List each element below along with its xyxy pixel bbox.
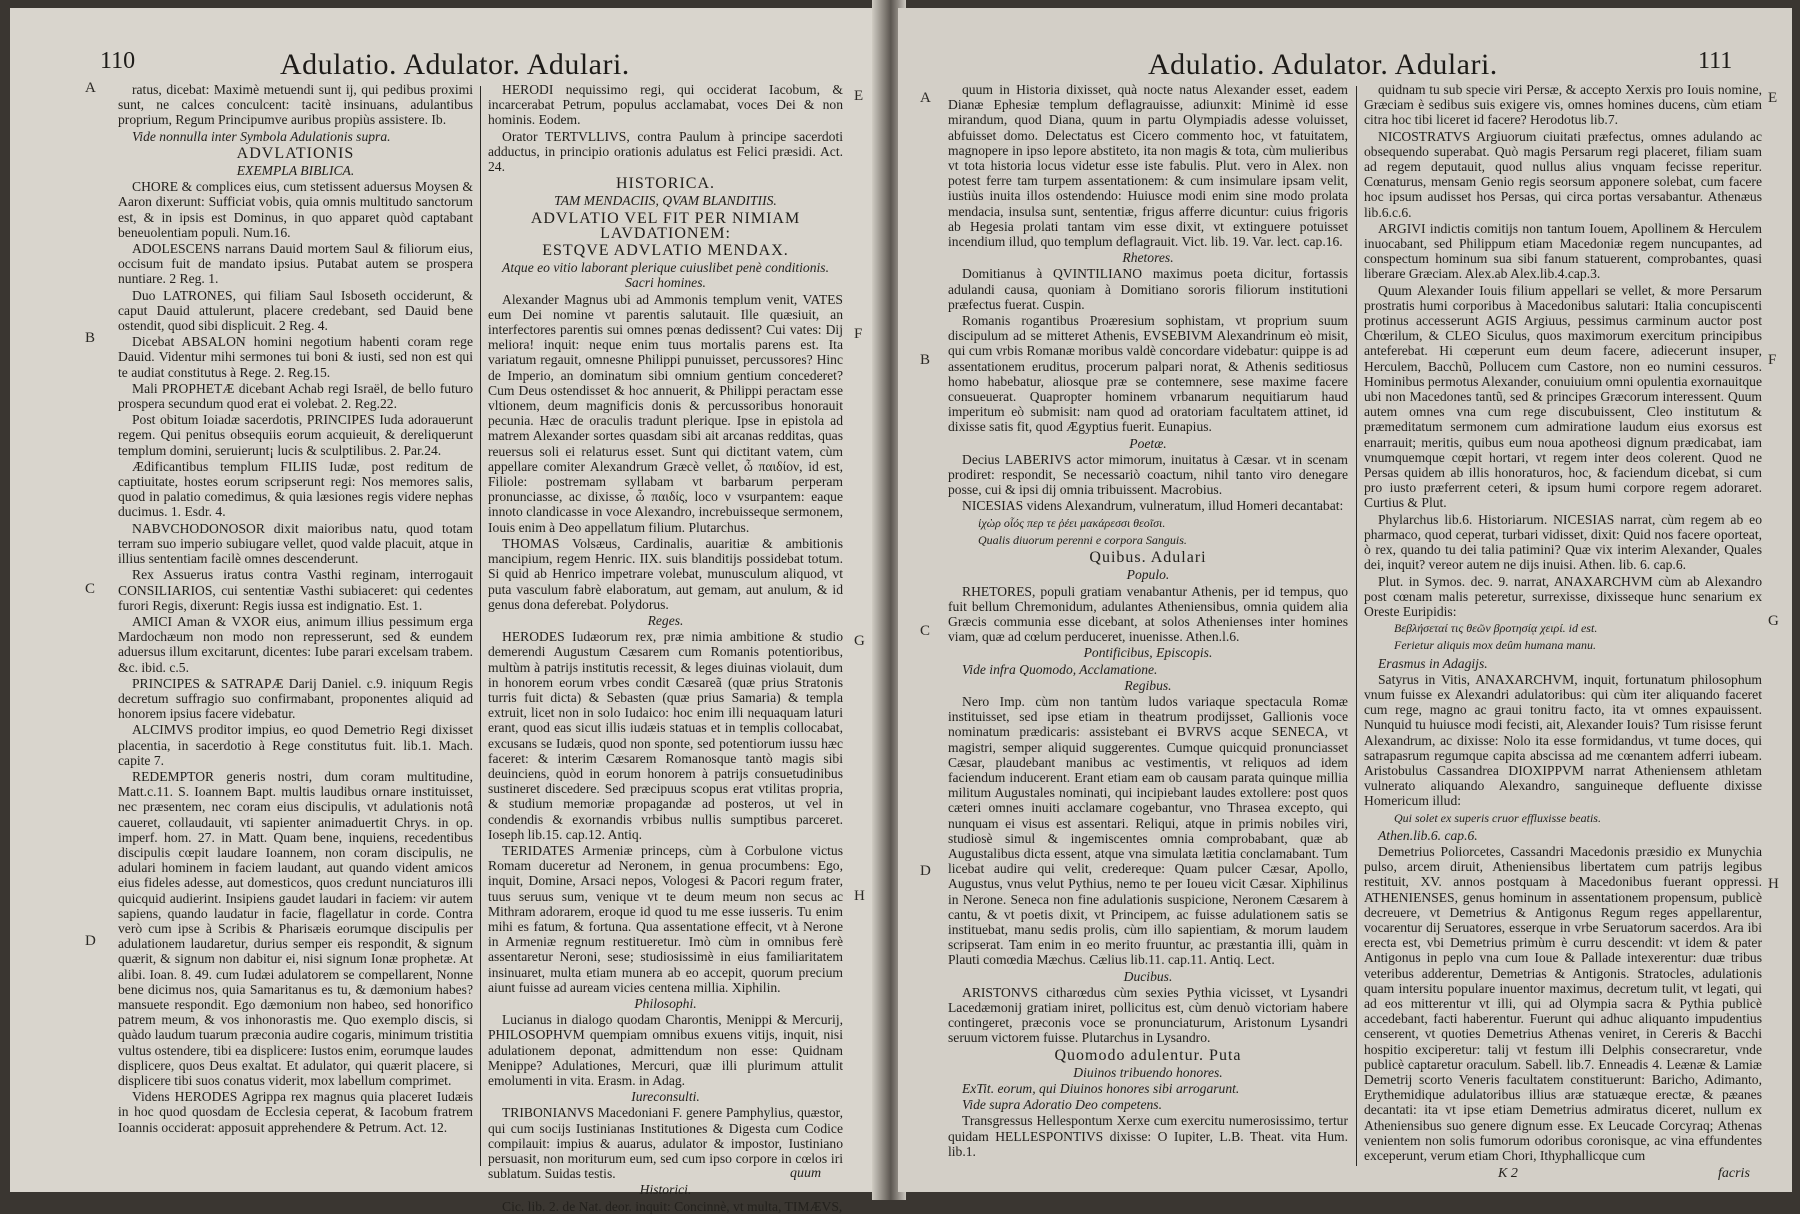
paragraph: HERODES Iudæorum rex, præ nimia ambitione & studio demerendi Augustum Cæsarem cum Romanis potentioribus, multùm à patrijs institutis recessit, & leges diuinas violauit, dum in honorem eorum vrbes condit Cæsareã (quæ prius Stratonis turris fuit dicta) & Sebasten (quæ prius Samaria) & templa extruit, licet non in solo Iudaico: hoc enim illi nequaquam laturi erant, quod eas sicut illis iudæis statuas et in templis collocabat, excusans se Iudæis, quod non sponte, sed potentiorum iussu hæc faceret: & interim Cæsarem Romanosque tantò magis sibi deuinciens, quòd in eorum honorem à patrijs consuetudinibus sustineret discedere. Sed præcipuus scopus erat vtilitas propria, & studium memoriæ propagandæ ad posteros, ut vel in condendis & exornandis vrbibus nullis sumptibus parceret. Ioseph lib.15. cap.12. Antiq. — [488, 629, 843, 842]
right-catchword: facris — [1718, 1166, 1750, 1181]
subheading: Diuinos tribuendo honores. — [1073, 1064, 1223, 1080]
right-column-1 — [948, 82, 1348, 1174]
margin-letter-a: A — [920, 90, 931, 106]
paragraph: quum in Historia dixisset, quà nocte natus Alexander esset, eadem Dianæ Ephesiæ templum deflagrauisse, adiunxit: Minimè id esse mirandum, quod Diana, quum in partu Olympiadis adesse voluisset, abfuisset domo. Delectatus est Cicero commento hoc, vt fatuitatem, magnopere in ipso lepore abstiteto, ita non magis & tota, cùm mulieribus vt tota historia locus videtur esse iste fabulis. Plut. vero in Alex. non potest ferre tam turpem assentationem: & cum insimulare ipsam velit, iustiùs inuita illos ostendendo: Huiusce modi enim sine modo prolata mendacia, insulsa sunt, sententiæ, frigus afferre dicuntur: cuius frigoris ab Hegesia prolati tantam vim esse dixit, vt extinguere potuisset incendium illud, quo templum deflagrauit. Vict. lib. 19. Var. lect. cap.16. — [948, 82, 1348, 250]
verse-quote: Qualis diuorum perenni e corpora Sanguis. — [978, 532, 1187, 547]
paragraph: Plut. in Symos. dec. 9. narrat, ANAXARCHVM cùm ab Alexandro post cœnam malis peteretur, surrexisse, dixisseque hunc senarium ex Oreste Euripidis: — [1364, 573, 1762, 619]
paragraph: Alexander Magnus ubi ad Ammonis templum venit, VATES eum Dei nomine vt parentis salutauit. Ille quæsiuit, an interfectores parentis sui omnes pœnas dedissent? Cui vates: Dij meliora! inquit: neque enim tuus mortalis parens est. Ita variatum regauit, omnesne Philippi punuisset, percussores? Hinc de Imperio, an dominatum sibi omnium gentium concederet? Cum Deus ostendisset & hoc annuerit, & Philippi peractam esse vltionem, deum magnificis donis & percussoribus honorauit pecunia. Hæc de oraculis tradunt plerique. Ipse in epistola ad matrem Alexander sortes quasdam sibi ait arcanas redditas, quas reuersus soli ei relaturus esset. Sunt qui dictitant vatem, cùm appellare comiter Alexandrum Græcè vellet, ὦ παιδίον, id est, Filiole: postremam syllabam vt barbarum perperam pronunciasse, ac dixisse, ὦ παιδίς, loco ν vsurpantem: eaque innoto clandicasse in voce Alexandro, increbuisseque sermonem, Iouis enim à Deo appellatum filium. Plutarchus. — [488, 291, 843, 535]
subheading: EXEMPLA BIBLICA. — [236, 163, 355, 179]
verse-quote: Qui solet ex superis cruor effluxisse beatis. — [1394, 810, 1601, 825]
paragraph: Orator TERTVLLIVS, contra Paulum à principe sacerdoti adductus, in principio orationis adulatus est Felici præsidi. Act. 24. — [488, 128, 843, 175]
paragraph: CHORE & complices eius, cum stetissent aduersus Moysen & Aaron dixerunt: Sufficiat vobis, quia omnis multitudo sanctorum est, & in ipsis est Dominus, in quo apparet quòd captabant beneuolentiam populi. Num.16. — [118, 179, 473, 240]
margin-letter-g: G — [1768, 613, 1779, 629]
paragraph: ARISTONVS citharœdus cùm sexies Pythia vicisset, vt Lysandri Lacedæmonij gratiam iniret, pollicitus est, cùm denuò victoriam habere contingeret, præconis voce se pronunciaturum, Aristonum Lysandri seruum victorem fuisse. Plutarchus in Lysandro. — [948, 984, 1348, 1046]
margin-letter-d: D — [920, 863, 931, 879]
margin-letter-e: E — [1768, 90, 1778, 106]
subheading: Reges. — [647, 612, 684, 628]
paragraph: quidnam tu sub specie viri Persæ, & accepto Xerxis pro Iouis nomine, Græciam è sedibus suis exigere vis, omnes homines ducens, cùm etiam citra hoc tibi liceret id facere? Herodotus lib.7. — [1364, 82, 1762, 128]
paragraph: Rex Assuerus iratus contra Vasthi reginam, interrogauit CONSILIARIOS, cui sententiæ Vasthi subiaceret: qui cedentes furori Regis, dixerunt: Regis iussa est indignatio. Est. 1. — [118, 567, 473, 613]
section-heading: ESTQVE ADVLATIO MENDAX. — [542, 242, 789, 260]
subheading: Iureconsulti. — [631, 1089, 700, 1105]
paragraph: Lucianus in dialogo quodam Charontis, Menippi & Mercurij, PHILOSOPHVM quempiam omnibus exuens vitijs, inquit, nisi adulationem deponat, admittendum non esse: Quidnam Menippe? Adulationes, Mercuri, quæ illi plurimum attulit emolumenti in vita. Erasm. in Adag. — [488, 1012, 843, 1088]
paragraph: Decius LABERIVS actor mimorum, inuitatus à Cæsar. vt in scenam prodiret: respondit, Se necessariò coactum, nihil tanto viro denegare posse, cui & ipsi dij omnia tribuissent. Macrobius. — [948, 451, 1348, 498]
paragraph: TRIBONIANVS Macedoniani F. genere Pamphylius, quæstor, qui cum socijs Iustinianas Institutiones & Digesta cum Codice compilauit: impius & auarus, adulator & impostor, Iustiniano persuasit, non moriturum eum, sed cum ipso corpore in cœlos iri sublatum. Suidas testis. — [488, 1105, 843, 1182]
cross-reference: Vide infra Quomodo, Acclamatione. — [962, 661, 1158, 677]
paragraph: ADOLESCENS narrans Dauid mortem Saul & filiorum eius, occisum fuit de mandato ipsius. Putabat autem se prospera nuntiare. 2 Reg. 1. — [118, 241, 473, 287]
paragraph: Nero Imp. cùm non tantùm ludos variaque spectacula Romæ instituisset, sed ipse etiam in theatrum prodijsset, Gallionis voce nominatum prædicaris: assistebant ei BVRVS acque SENECA, vt magistri, semper aliquid suggerentes. Cumque quicquid pronunciasset Cæsar, plaudebant manibus ac vestimentis, vt reliquos ad idem faciendum inducerent. Erant etiam eam ob causam parata quinque millia militum Augustales nominati, qui incipiebant laudes extollere: post quos cæteri omnes inuiti acclamare cogebantur, vno Thrasea excepto, qui nunquam ei visus est assentari. Reliqui, atque in primis nobiles viri, studiosè simul & ingemiscentes omnia comprobabant, quæ ab Augustalibus dicta essent, atque vna simulata lætitia conclamabant. Tum licebat audire qui velit, credereque: Quam pulcer Cæsar, Apollo, Augustus, vnus velut Pythius, nemo te per Ioueu vicit Cæsar. Xiphilinus in Nerone. Seneca non fine adulationis suspicione, Neronem Cæsarem à cantu, & vt poetis dixit, vt Principem, ac fuisse adulationem satis se instituebat, manu sedis prolis, cùm illo sapientiam, & morum laudem scripserat. Tam enim in eo merito fruuntur, ac præstantia illi, quàm in Plauti comœdia Mæchus. Cælius lib.11. cap.11. Antiq. Lect. — [948, 693, 1348, 968]
subheading: Historici. — [639, 1182, 692, 1198]
margin-letter-b: B — [85, 330, 96, 346]
paragraph: NABVCHODONOSOR dixit maioribus natu, quod totam terram suo imperio subiugare vellet, quod valde placuit, atque in illius sententiam facilè omnes descenderunt. — [118, 520, 473, 567]
paragraph: Videns HERODES Agrippa rex magnus quia placeret Iudæis in hoc quod quosdam de Ecclesia ceperat, & Iacobum fratrem Ioannis occiderat: apposuit apprehendere & Petrum. Act. 12. — [118, 1089, 473, 1135]
margin-letter-b: B — [920, 352, 931, 368]
left-catchword: quum — [790, 1166, 822, 1181]
paragraph: AMICI Aman & VXOR eius, animum illius pessimum erga Mardochæum non modo non represserunt, sed & eundem aduersus illum excitarunt, dicentes: Iube parari excelsam trabem. &c. ibid. c.5. — [118, 613, 473, 675]
right-running-title: Adulatio. Adulator. Adulari. — [1148, 48, 1498, 81]
margin-letter-f: F — [1768, 352, 1777, 368]
paragraph: Quum Alexander Iouis filium appellari se vellet, & more Persarum prostratis humi corporibus à Macedonibus salutari: Italia concupiscenti protinus accesserunt AGIS Argiuus, pessimus carminum auctor post Chœrilum, & CLEO Siculus, quos maximorum exercitum principibus anteferebat. Hi cœperunt eum deum facere, adiecerunt insuper, Herculem, Bacchũ, Pollucem cum Castore, non eo numini cessuros. Hominibus permotus Alexander, conuiuium omni opulentia exornauitque ubi non Macedones tantũ, sed & principes Græcorum interessent. Quum autem omnes vna cum rege discubuissent, Cleo institutum & præmeditatum sermonem cum admiratione laudum eius exorsus est enarrauit; meritis, quibus eum noua apotheosi dignum prædicabat, iam vnumquemque cœpit hortari, vt regem inter deos colerent. Quod ne Persas quidem ab illis honoraturos, hoc, & faciendum dicebat, si cum pro iusto præferrent ceteri, & ipsum humi corpore regem adoraret. Curtius & Plut. — [1364, 282, 1762, 511]
left-column-2 — [488, 82, 843, 1214]
subheading: Pontificibus, Episcopis. — [1083, 645, 1213, 661]
paragraph: NICOSTRATVS Argiuorum ciuitati præfectus, omnes adulando ac obsequendo superabat. Quò magis Persarum regi placeret, filiam suam ad regem deputauit, quod nullus alius vnquam fecisse reperitur. Cœnaturus, mensam Genio regis seorsum apponere solebat, cum facere hoc ipsum audisset hos Persas, qui circa portas versabantur. Athenæus lib.6.c.6. — [1364, 128, 1762, 220]
paragraph: HERODI nequissimo regi, qui occiderat Iacobum, & incarcerabat Petrum, populus acclamabat, voces Dei & non hominis. Eodem. — [488, 82, 843, 128]
paragraph: Cic. lib. 2. de Nat. deor. inquit: Concinnè, vt multa, TIMÆVS, — [502, 1198, 843, 1214]
margin-letter-d: D — [85, 933, 96, 949]
section-heading: ADVLATIONIS — [236, 144, 355, 162]
paragraph: ratus, dicebat: Maximè metuendi sunt ij, qui pedibus proximi sunt, ne calces conculcent: tacitè insinuans, adulantibus proprium, Regum Principumve auribus propiùs assistere. Ib. — [118, 82, 473, 128]
subheading: Rhetores. — [1122, 250, 1174, 266]
paragraph: Duo LATRONES, qui filiam Saul Isboseth occiderunt, & caput Dauid attulerunt, placere credebant, sed Dauid bene ostendit, quod sibi displicuit. 2 Reg. 4. — [118, 287, 473, 334]
paragraph: THOMAS Volsæus, Cardinalis, auaritiæ & ambitionis mancipium, regem Henric. IIX. suis blanditijs possidebat totum. Si quid ab Henrico impetrare volebat, munusculum aliquod, vt puta vasculum fabrè elaboratum, aut gemam, aut anulum, & id genus dona deferebat. Polydorus. — [488, 535, 843, 612]
paragraph: Satyrus in Vitis, ANAXARCHVM, inquit, fortunatum philosophum vnum fuisse ex Alexandri adulatoribus: qui cùm iter aliquando faceret cum rege, magno ac graui tonitru facto, ita vt omnes expauissent. Nunquid tu huiusce modi fecisti, ait, Alexander Iouis? Tum risisse ferunt Alexandrum, ac dixisse: Nolo ita esse formidandus, vt tume doces, qui satrapasrum regumque capita abscissa ad me cœnantem adferri iubeam. Aristobulus Cassandrea DIOXIPPVM narrat Atheniensem athletam vulnerato aliquando Alexandro, sanguineque defluente dixisse Homericum illud: — [1364, 671, 1762, 809]
cross-reference: Athen.lib.6. cap.6. — [1378, 827, 1478, 843]
cross-reference: Vide supra Adoratio Deo competens. — [962, 1097, 1162, 1113]
column-rule — [480, 86, 481, 1166]
subheading: Ducibus. — [1123, 968, 1173, 984]
verse-quote: ἰχὼρ οἷός περ τε ῥέει μακάρεσσι θεοῖσι. — [978, 515, 1166, 530]
margin-letter-a: A — [85, 80, 96, 96]
signature-mark: K 2 — [1498, 1166, 1518, 1181]
left-running-title: Adulatio. Adulator. Adulari. — [280, 48, 630, 81]
margin-letter-h: H — [1768, 876, 1779, 892]
paragraph: NICESIAS videns Alexandrum, vulneratum, illud Homeri decantabat: — [962, 498, 1344, 514]
margin-letter-c: C — [85, 581, 96, 597]
margin-letter-h: H — [854, 888, 865, 904]
paragraph: Post obitum Ioiadæ sacerdotis, PRINCIPES Iuda adorauerunt regem. Qui penitus obsequiis eorum acquieuit, & dereliquerunt templum domini, seruierunt¡ lucis & sculptilibus. 2. Par.24. — [118, 412, 473, 458]
right-page-number: 111 — [1698, 48, 1733, 74]
subheading: Philosophi. — [634, 995, 697, 1011]
paragraph: Demetrius Poliorcetes, Cassandri Macedonis præsidio ex Munychia pulso, arcem diruit, Atheniensibus libertatem cum patrijs legibus restituit, XV. annos postquam à Macedonibus fuerant oppressi. ATHENIENSES, genus hominum in assentationem propensum, publicè decreuere, vt Demetrius & Antigonus Regum reges appellarentur, vocarentur dij Seruatores, esserque in vrbe Seruatorum sacerdos. Ara ibi erecta est, vbi Demetrius primùm è curru descendit: vt idem & pater Antigonus in peplo vna cum Ioue & Pallade intexerentur: duæ tribus veteribus adderentur, Demetrias & Antigonis. Stratocles, adulationis quam intersitu populare inuentor maximus, decretum tulit, vt legati, qui ad eos mitterentur vt illi, qui ad Olympia sacra & Pythia publicè accedebant, facti haberentur. Fuerunt qui adhuc aliquanto impudentius censerent, vt quoties Demetrius Athenas veniret, in Cereris & Bacchi hospitio exciperetur: talij vt festum illi Delphis consecraretur, vnde publicè captaretur oraculum. Sabell. lib.7. Enneadis 4. Leænæ & Lamiæ Demetrij scorto Veneris facultatem constituerunt: Baricho, Adimanto, Erythemidique adulatoribus illius aræ statuæque erectæ, & pæanes decantati: ita vt ipse etiam Demetrius admiratus diceret, nullum ex Atheniensibus suo genere dignum esse. Ex Leucade Corcyraq; Athenas venientem non solis fumorum odoribus coronisque, ac vina effundentes exceperunt, verum etiam Chori, Ithyphallicque cum — [1364, 843, 1762, 1164]
paragraph: Phylarchus lib.6. Historiarum. NICESIAS narrat, cùm regem ab eo pharmaco, quod ceperat, turbari vidisset, dixit: Quid nos facere oporteat, ò rex, quando tu dei talia patimini? Quæ vix interim Alexander, Quales dei, inquit? vereor autem ne dijs inuisi. Athen. lib. 6. cap.6. — [1364, 511, 1762, 573]
paragraph: Mali PROPHETÆ dicebant Achab regi Israël, de bello futuro prospera secundum quod erat ei volebat. 2. Reg.22. — [118, 380, 473, 412]
section-heading: Quomodo adulentur. Puta — [1054, 1046, 1242, 1064]
cross-reference: Erasmus in Adagijs. — [1378, 655, 1488, 671]
right-column-2 — [1364, 82, 1762, 1174]
paragraph: PRINCIPES & SATRAPÆ Darij Daniel. c.9. iniquum Regis decretum suffragio suo confirmabant, proponentes aliquid ad honorem ipsius facere videbatur. — [118, 675, 473, 722]
paragraph: RHETORES, populi gratiam venabantur Athenis, per id tempus, quo fuit bellum Chremonidum, adulantes Atheniensibus, omnia quidem alia Græcis communia esse dicebant, at solos Athenienses inter homines viam, quæ ad cœlum perduceret, inuenisse. Athen.l.6. — [948, 583, 1348, 645]
verse-quote: Ferietur aliquis mox deûm humana manu. — [1394, 638, 1596, 653]
verse-quote: Βεβλήσεταί τις θεῶν βροτησίᾳ χειρί. id est. — [1394, 621, 1598, 636]
paragraph: Transgressus Hellespontum Xerxe cum exercitu numerosissimo, tertur quidam HELLESPONTIVS dixisse: O Iupiter, L.B. Theat. vita Hum. lib.1. — [948, 1113, 1348, 1159]
cross-reference: ExTit. eorum, qui Diuinos honores sibi arrogarunt. — [962, 1081, 1240, 1096]
paragraph: ALCIMVS proditor impius, eo quod Demetrio Regi dixisset placentia, in sacerdotio à Rege constitutus fuit. lib.1. Mach. capite 7. — [118, 722, 473, 768]
paragraph: Dicebat ABSALON homini negotium habenti coram rege Dauid. Videntur mihi sermones tui boni & iusti, sed non est qui te audiat constitutus à Rege. 2. Reg.15. — [118, 334, 473, 380]
paragraph: Ædificantibus templum FILIIS Iudæ, post reditum de captiuitate, hostes eorum scripserunt regi: Nos memores salis, quod in palatio comedimus, & quia læsiones regis videre nephas ducimus. 1. Esdr. 4. — [118, 458, 473, 520]
section-heading: ADVLATIO VEL FIT PER NIMIAM LAVDATIONEM: — [530, 209, 801, 242]
right-page — [898, 8, 1792, 1192]
subheading: Populo. — [1126, 567, 1170, 583]
left-column-1 — [118, 82, 473, 1174]
subheading: Atque eo vitio laborant plerique cuiuslibet penè conditionis. Sacri homines. — [502, 260, 829, 291]
subheading: Poetæ. — [1129, 435, 1167, 451]
paragraph: ARGIVI indictis comitijs non tantum Iouem, Apollinem & Herculem inuocabant, sed Philippum etiam Macedoniæ regem nuncupantes, ad conspectum hominum sua sibi fanum statuerent, comprobantes, quasi liberare Græciam. Alex.ab Alex.lib.4.cap.3. — [1364, 220, 1762, 282]
right-running-head — [898, 48, 1792, 82]
paragraph: TERIDATES Armeniæ princeps, cùm à Corbulone victus Romam duceretur ad Neronem, in genua procumbens: Ego, inquit, Domine, Arsaci nepos, Vologesi & Pacori regum frater, tuus seruus sum, venique vt te deum meum non secus ac Mithram adorarem, eroque id quod tu me esse iusseris. Tu enim mihi es fatum, & fortuna. Qua assentatione effecit, vt à Nerone in Armeniæ regnum restitueretur. Imò cùm in omnibus ferè assentaretur Neroni, sese; studiosissimè in eius familiaritatem insinuaret, multa etiam munera ab eo accepit, quorum precium aiunt fuisse ad auream vicies centena millia. Xiphilin. — [488, 842, 843, 995]
paragraph: Domitianus à QVINTILIANO maximus poeta dicitur, fortassis adulandi causa, quoniam à Domitiano sororis filiorum institutioni præfectus fuerat. Cuspin. — [948, 266, 1348, 312]
paragraph: Romanis rogantibus Proæresium sophistam, vt proprium suum discipulum ad se mitteret Athenis, EVSEBIVM Alexandrinum eò misit, qui cum vrbis Romanæ moribus valdè concordare videbatur: quippe is ad assentationem eruditus, procerum palpari norat, & Athenis seditiosus homo habebatur, aliosque præ se contemnere, sese maxime facere consueuerat. Quapropter hominem vrbanarum nequitiarum haud imperitum eò submisit: nam quod ad oratoriam facultatem attinet, id dixisse satis fit, quod Ægyptius fuerit. Eunapius. — [948, 313, 1348, 435]
column-rule — [1356, 86, 1357, 1166]
left-running-head — [10, 48, 882, 82]
subheading: TAM MENDACIIS, QVAM BLANDITIIS. — [554, 193, 777, 209]
cross-reference: Vide nonnulla inter Symbola Adulationis supra. — [132, 128, 391, 144]
left-page — [10, 8, 882, 1214]
section-heading: Quibus. Adulari — [1089, 549, 1207, 567]
margin-letter-e: E — [854, 88, 864, 104]
margin-letter-f: F — [854, 326, 863, 342]
subheading: Regibus. — [1124, 677, 1172, 693]
left-page-number: 110 — [100, 48, 136, 74]
margin-letter-g: G — [854, 633, 865, 649]
paragraph: REDEMPTOR generis nostri, dum coram multitudine, Matt.c.11. S. Ioannem Bapt. multis laudibus ornare instituisset, nec præsentem, nec coram eius discipulis, vt adulationis notâ caueret, collaudauit, vti sapienter animaduertit Chrys. in op. imperf. hom. 27. in Matt. Quam bene, inquiens, recedentibus discipulis cœpit laudare Ioannem, non coram discipulis, ne adulari hominem in faciem laudant, aut quando vident amicos eius fideles adesse, aut domesticos, quos credunt nunciaturos illi quicquid audierint. Insipiens gaudet laudari in faciem: vir autem sapiens, quando laudatur in facie, flagellatur in corde. Contra verò cum ipse à Scribis & Pharisæis eorumque discipulis per adulationem laudaretur, durius semper eis respondit, & signum quærit, & signum non dabitur ei, nisi signum Ionæ prophetæ. At alibi. Ioan. 8. 49. cum Iudæi adulatorem se compellarent, Nonne bene dicimus nos, quia Samaritanus es tu, & dæmonium habes? mansuete respondit. Ego dæmonium non habeo, sed honorifico patrem meum, & vos inhonorastis me. Quo exemplo discis, si quàdo laudum tuarum præconia audire cogaris, minimum tristitia vultus ostendere, tibi ea displicere: Iustos enim, eorumque laudes displicere, quos Deus exaltat. Et adulator, qui quærit placere, si displicere tibi suos conatus viderit, mox labellum comprimet. — [118, 768, 473, 1088]
margin-letter-c: C — [920, 623, 931, 639]
section-heading: HISTORICA. — [615, 175, 716, 193]
